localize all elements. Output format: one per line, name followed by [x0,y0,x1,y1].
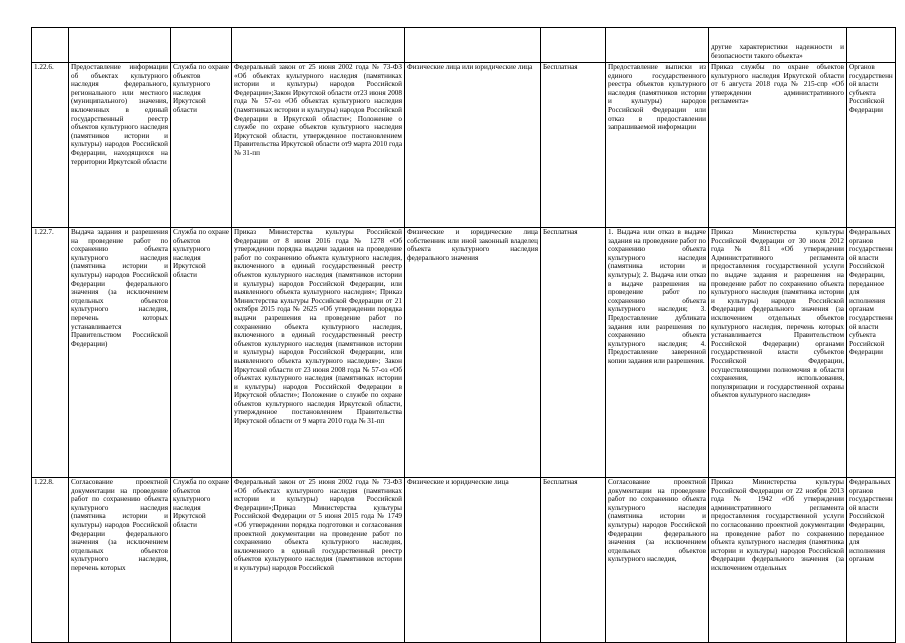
cell-payment: Бесплатная [541,228,606,478]
cell-regulation [709,28,847,63]
cell-payment: Бесплатная [541,478,606,643]
cell-num: 1.22.7. [32,228,69,478]
cell-num: 1.22.8. [32,478,69,643]
cell-result: Согласование проектной документации на проведение работ по сохранению объекта культурного наследия (памятника истории и культуры) народов Российской Федерации федерального значения (за исключением отдельных объектов культурного наследия, [606,478,709,643]
table-row [32,28,896,63]
cell-regulation: Приказ Министерства культуры Российской Федерации от 30 июля 2012 года № 811 «Об утверждении Административного регламента предоставления государственной услуги по выдаче задания и разрешения на проведение работ по сохранению объекта культурного наследия (памятника истории и культуры) народов Российской Федерации федерального значения (за исключением отдельных объектов культурного наследия, перечень которых устанавливается Правительством Российской Федерации) органами государственной власти субъектов Российской Федерации, осуществляющими полномочия в области сохранения, использования, популяризации и государственной охраны объектов культурного наследия» [709,228,847,478]
services-table [31,27,896,643]
cell-service: Предоставление информации об объектах культурного наследия федерального, регионального или местного (муниципального) значения, включенных в единый государственный реестр объектов культурного наследия (памятников истории и культуры) народов Российской Федерации, находящихся на территории Иркутской области [69,63,171,228]
cell-applicants: Физические лица или юридические лица [405,63,541,228]
cell-applicants [405,28,541,63]
table-row [32,63,896,228]
cell-regulation: Приказ службы по охране объектов культурного наследия Иркутской области от 6 августа 2018 года № 215-спр «Об утверждении административного регламента» [709,63,847,228]
cell-law [232,28,405,63]
cell-level: Федеральных органов государственной власти Российской Федерации, переданное для исполнения органам государственной власти субъекта Российской Федерации [847,228,896,478]
cell-level: Федеральных органов государственной власти Российской Федерации, переданное для исполнения органам [847,478,896,643]
cell-law: Приказ Министерства культуры Российской Федерации от 8 июня 2016 года № 1278 «Об утверждении порядка выдачи задания на проведение работ по сохранению объекта культурного наследия, включенного в единый государственный реестр объектов культурного наследия (памятников истории и культуры) народов Российской Федерации, или выявленного объекта культурного наследия»; Приказ Министерства культуры Российской Федерации от 21 октября 2015 года № 2625 «Об утверждении порядка выдачи разрешения на проведение работ по сохранению объекта культурного наследия, включенного в единый государственный реестр объектов культурного наследия (памятников истории и культуры) народов Российской Федерации, или выявленного объекта культурного наследия»; Закон Иркутской области от 23 июня 2008 года № 57-оз «Об объектах культурного наследия (памятниках истории и культуры) народов Российской Федерации в Иркутской области»; Положение о службе по охране объектов культурного наследия Иркутской области, утвержденное постановлением Правительства Иркутской области от 9 марта 2010 года № 31-пп [232,228,405,478]
cell-service: Выдача задания и разрешения на проведение работ по сохранению объекта культурного наследия (памятника истории и культуры) народов Российской Федерации федерального значения (за исключением отдельных объектов культурного наследия, перечень которых устанавливается Правительством Российской Федерации) [69,228,171,478]
cell-agency: Служба по охране объектов культурного наследия Иркутской области [171,63,232,228]
cell-applicants: Физические и юридические лица собственник или иной законный владелец объекта культурного наследия федерального значения [405,228,541,478]
table-row [32,478,896,643]
cell-applicants: Физические и юридические лица [405,478,541,643]
cell-num [32,28,69,63]
cell-text: другие характеристики надежности и безопасности такого объекта» [711,43,844,60]
cell-result [606,28,709,63]
cell-level [847,28,896,63]
cell-regulation: Приказ Министерства культуры Российской Федерации от 22 ноября 2013 года № 1942 «Об утверждении административного регламента предоставления государственной услуги по согласованию проектной документации на проведение работ по сохранению объекта культурного наследия (памятника истории и культуры) народов Российской Федерации федерального значения (за исключением отдельных [709,478,847,643]
cell-payment: Бесплатная [541,63,606,228]
cell-agency: Служба по охране объектов культурного наследия Иркутской области [171,478,232,643]
cell-result: Предоставление выписки из единого государственного реестра объектов культурного наследия (памятников истории и культуры) народов Российской Федерации или отказ в предоставлении запрашиваемой информации [606,63,709,228]
cell-agency: Служба по охране объектов культурного наследия Иркутской области [171,228,232,478]
cell-service: Согласование проектной документации на проведение работ по сохранению объекта культурного наследия (памятника истории и культуры) народов Российской Федерации федерального значения (за исключением отдельных объектов культурного наследия, перечень которых [69,478,171,643]
table-row [32,228,896,478]
cell-service [69,28,171,63]
cell-law: Федеральный закон от 25 июня 2002 года № 73-ФЗ «Об объектах культурного наследия (памятниках истории и культуры) народов Российской Федерации»;Приказ Министерства культуры Российской Федерации от 5 июня 2015 года № 1749 «Об утверждении порядка подготовки и согласования проектной документации на проведение работ по сохранению объекта культурного наследия, включенного в единый государственный реестр объектов культурного наследия (памятников истории и культуры) народов Российской [232,478,405,643]
cell-payment [541,28,606,63]
cell-agency [171,28,232,63]
document-page [31,27,893,640]
cell-law: Федеральный закон от 25 июня 2002 года № 73-ФЗ «Об объектах культурного наследия (памятниках истории и культуры) народов Российской Федерации»;Закон Иркутской области от23 июня 2008 года № 57-оз «Об объектах культурного наследия (памятниках истории и культуры) народов Российской Федерации в Иркутской области»; Положение о службе по охране объектов культурного наследия Иркутской области, утвержденное постановлением Правительства Иркутской области от9 марта 2010 года № 31-пп [232,63,405,228]
cell-num: 1.22.6. [32,63,69,228]
cell-result: 1. Выдача или отказ в выдаче задания на проведение работ по сохранению объекта культурного наследия (памятника истории и культуры); 2. Выдача или отказ в выдаче разрешения на проведение работ по сохранению объекта культурного наследия; 3. Предоставление дубликата задания или разрешения по сохранению объекта культурного наследия; 4. Предоставление заверенной копии задания или разрешения. [606,228,709,478]
cell-level: Органов государственной власти субъекта Российской Федерации [847,63,896,228]
